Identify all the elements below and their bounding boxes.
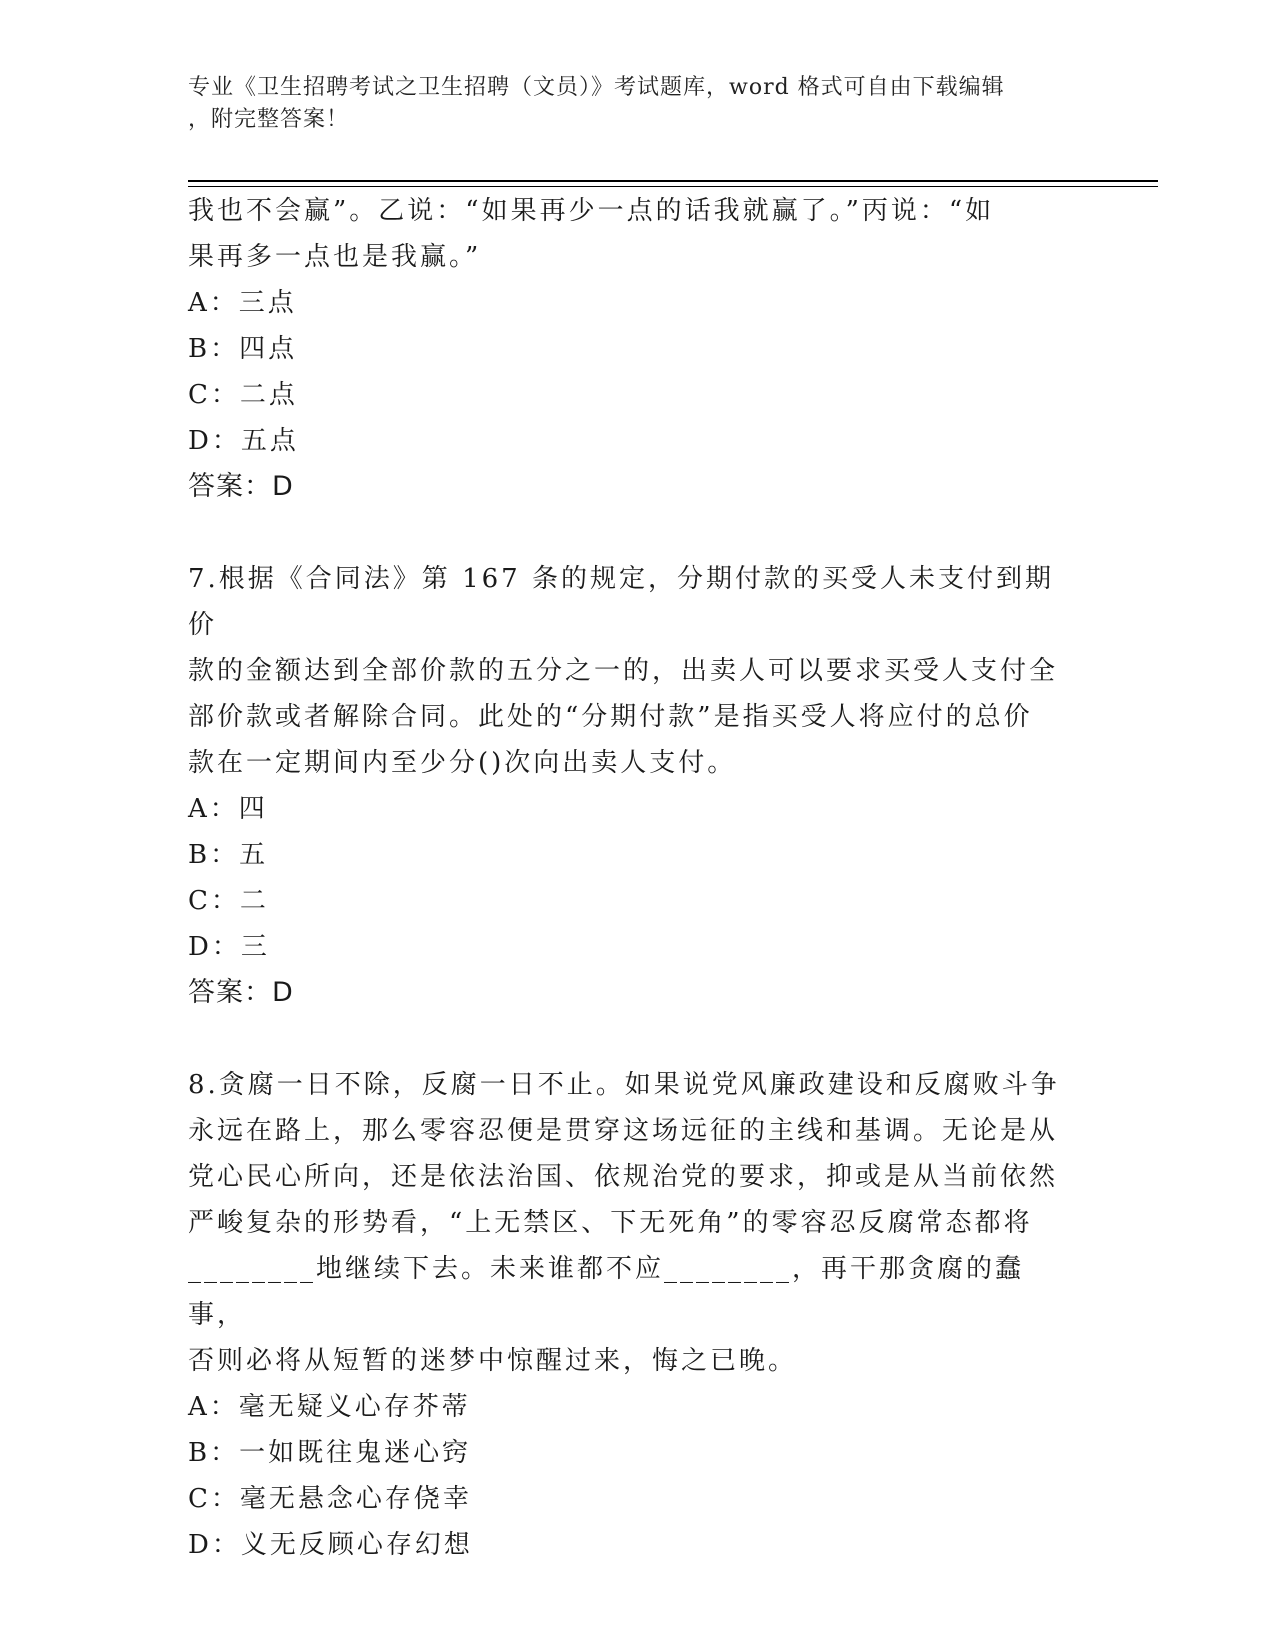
option-c: C：二点 [188,380,298,410]
option-d: D：义无反顾心存幻想 [188,1530,473,1560]
question-stem-line: 严峻复杂的形势看，“上无禁区、下无死角”的零容忍反腐常态都将 [188,1208,1033,1238]
question-stem-line: 款的金额达到全部价款的五分之一的，出卖人可以要求买受人支付全 [188,656,1059,686]
question-stem-line: 否则必将从短暂的迷梦中惊醒过来，悔之已晚。 [188,1346,798,1376]
document-header [188,72,1068,136]
option-b: B：四点 [188,334,298,364]
question-stem-line: 党心民心所向，还是依法治国、依规治党的要求，抑或是从当前依然 [188,1162,1059,1192]
header-line-2: ，附完整答案！ [188,107,350,132]
question-stem-line: 款在一定期间内至少分()次向出卖人支付。 [188,748,737,778]
question-stem-line: 果再多一点也是我赢。” [188,242,482,272]
question-stem-line: 8.贪腐一日不除，反腐一日不止。如果说党风廉政建设和反腐败斗争 [188,1070,1060,1100]
header-line-1: 专业《卫生招聘考试之卫生招聘（文员）》考试题库，word 格式可自由下载编辑 [188,75,1005,100]
document-body [188,188,1068,1568]
header-rule-thick [188,180,1158,182]
option-a: A：四 [188,794,268,824]
option-a: A：毫无疑义心存芥蒂 [188,1392,471,1422]
question-7 [188,556,1068,1016]
answer-line: 答案：D [188,977,294,1008]
option-d: D：五点 [188,426,299,456]
question-stem-line: 永远在路上，那么零容忍便是贯穿这场远征的主线和基调。无论是从 [188,1116,1059,1146]
question-stem-line: 部价款或者解除合同。此处的“分期付款”是指买受人将应付的总价 [188,702,1033,732]
option-c: C：毫无悬念心存侥幸 [188,1484,472,1514]
question-6 [188,188,1068,510]
option-b: B：一如既往鬼迷心窍 [188,1438,472,1468]
question-8 [188,1062,1068,1568]
option-d: D：三 [188,932,270,962]
option-a: A：三点 [188,288,297,318]
option-c: C：二 [188,886,269,916]
option-b: B：五 [188,840,269,870]
question-stem-line: 7.根据《合同法》第 167 条的规定，分期付款的买受人未支付到期价 [188,564,1054,640]
question-stem-line: 我也不会赢”。乙说：“如果再少一点的话我就赢了。”丙说：“如 [188,196,995,226]
answer-line: 答案：D [188,471,294,502]
question-stem-line: ________地继续下去。未来谁都不应________，再干那贪腐的蠢事， [188,1254,1025,1330]
header-rule-thin [188,186,1158,187]
